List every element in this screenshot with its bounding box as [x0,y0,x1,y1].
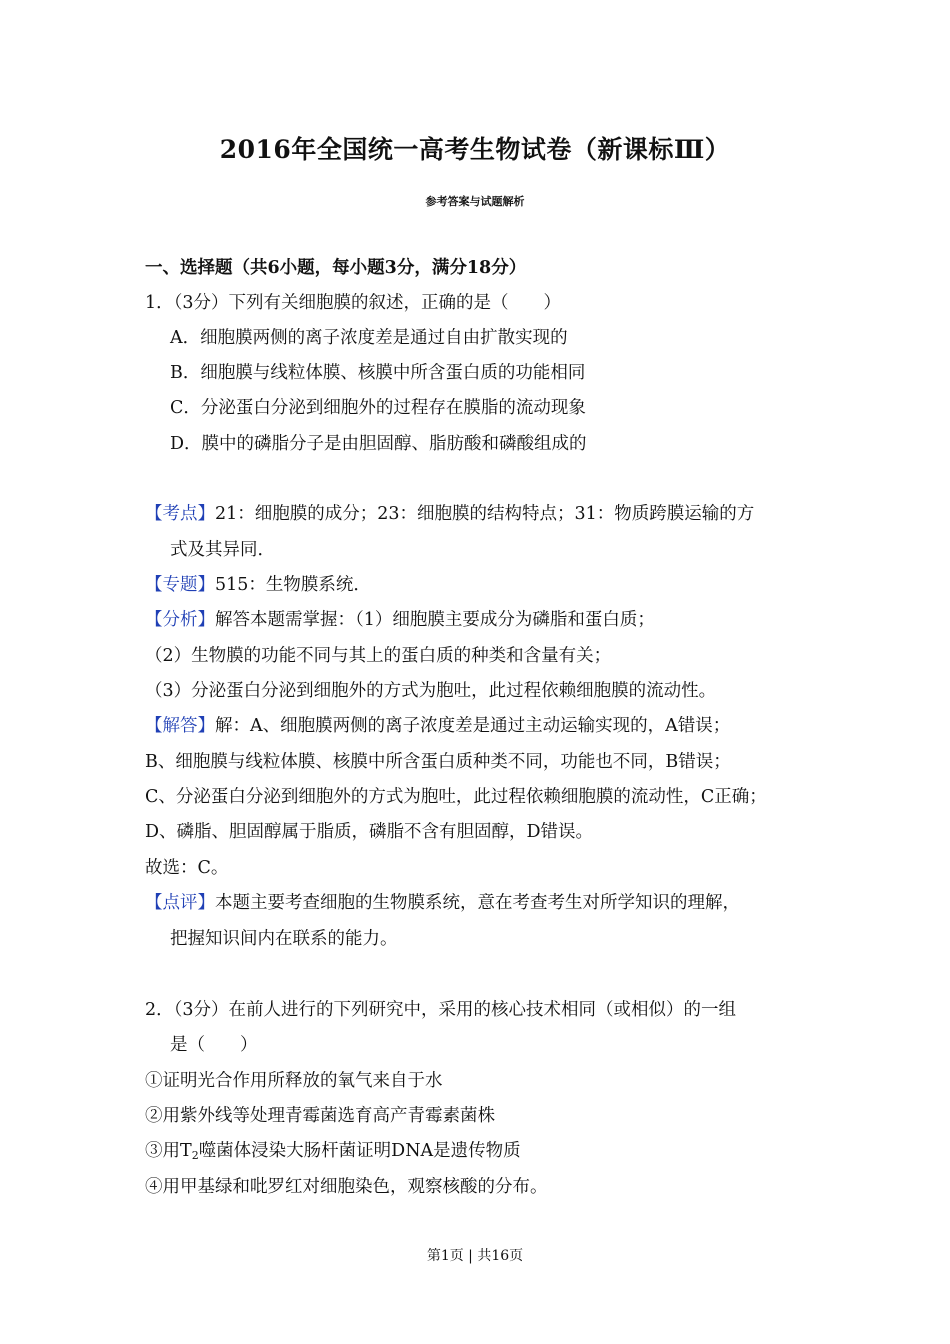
item-3-suffix: 噬菌体浸染大肠杆菌证明DNA是遗传物质 [198,1141,521,1161]
fenxi-point-3: （3）分泌蛋白分泌到细胞外的方式为胞吐，此过程依赖细胞膜的流动性。 [145,681,717,701]
zhuanti-line [145,573,371,597]
dianping-text: 本题主要考查细胞的生物膜系统，意在考查考生对所学知识的理解， [215,893,740,913]
dianping-continuation: 把握知识间内在联系的能力。 [170,929,398,949]
fenxi-line [145,608,655,632]
item-3-subscript: 2 [191,1149,199,1162]
jieda-item-d: D、磷脂、胆固醇属于脂质，磷脂不含有胆固醇，D错误。 [145,822,594,842]
question-2-item-3 [145,1139,521,1168]
question-1-option-b: B．细胞膜与线粒体膜、核膜中所含蛋白质的功能相同 [170,363,586,383]
question-2-stem: 2．（3分）在前人进行的下列研究中，采用的核心技术相同（或相似）的一组 [145,1000,737,1020]
zhuanti-text: 515：生物膜系统． [215,575,371,595]
question-1-option-a: A．细胞膜两侧的离子浓度差是通过自由扩散实现的 [170,328,568,348]
fenxi-point-2: （2）生物膜的功能不同与其上的蛋白质的种类和含量有关； [145,646,612,666]
question-1-stem: 1．（3分）下列有关细胞膜的叙述，正确的是（ ） [145,293,562,313]
jieda-item-b: B、细胞膜与线粒体膜、核膜中所含蛋白质种类不同，功能也不同，B错误； [145,752,731,772]
fenxi-tag: 【分析】 [145,610,215,630]
kaodian-line [145,502,754,526]
kaodian-continuation: 式及其异同． [170,540,275,560]
kaodian-text: 21：细胞膜的成分；23：细胞膜的结构特点；31：物质跨膜运输的方 [215,504,755,524]
answer-choice: 故选：C。 [145,858,229,878]
fenxi-text: 解答本题需掌握：（1）细胞膜主要成分为磷脂和蛋白质； [215,610,655,630]
question-2-item-4: ④用甲基绿和吡罗红对细胞染色，观察核酸的分布。 [145,1177,548,1197]
dianping-tag: 【点评】 [145,893,215,913]
kaodian-tag: 【考点】 [145,504,215,524]
section-heading: 一、选择题（共6小题，每小题3分，满分18分） [145,258,527,278]
question-2-stem-continuation: 是（ ） [170,1035,258,1055]
jieda-text: 解：A、细胞膜两侧的离子浓度差是通过主动运输实现的，A错误； [215,716,731,736]
dianping-line [145,891,740,915]
document-title: 2016年全国统一高考生物试卷（新课标Ⅲ） [219,135,731,164]
jieda-line [145,714,730,738]
jieda-item-c: C、分泌蛋白分泌到细胞外的方式为胞吐，此过程依赖细胞膜的流动性，C正确； [145,787,767,807]
question-2-item-1: ①证明光合作用所释放的氧气来自于水 [145,1071,443,1091]
document-subtitle: 参考答案与试题解析 [425,195,525,208]
page-footer: 第1页 | 共16页 [426,1248,524,1264]
question-1-option-c: C．分泌蛋白分泌到细胞外的过程存在膜脂的流动现象 [170,398,586,418]
item-3-prefix: ③用T [145,1141,192,1161]
question-1-option-d: D．膜中的磷脂分子是由胆固醇、脂肪酸和磷酸组成的 [170,434,587,454]
question-2-item-2: ②用紫外线等处理青霉菌选育高产青霉素菌株 [145,1106,495,1126]
jieda-tag: 【解答】 [145,716,215,736]
zhuanti-tag: 【专题】 [145,575,215,595]
